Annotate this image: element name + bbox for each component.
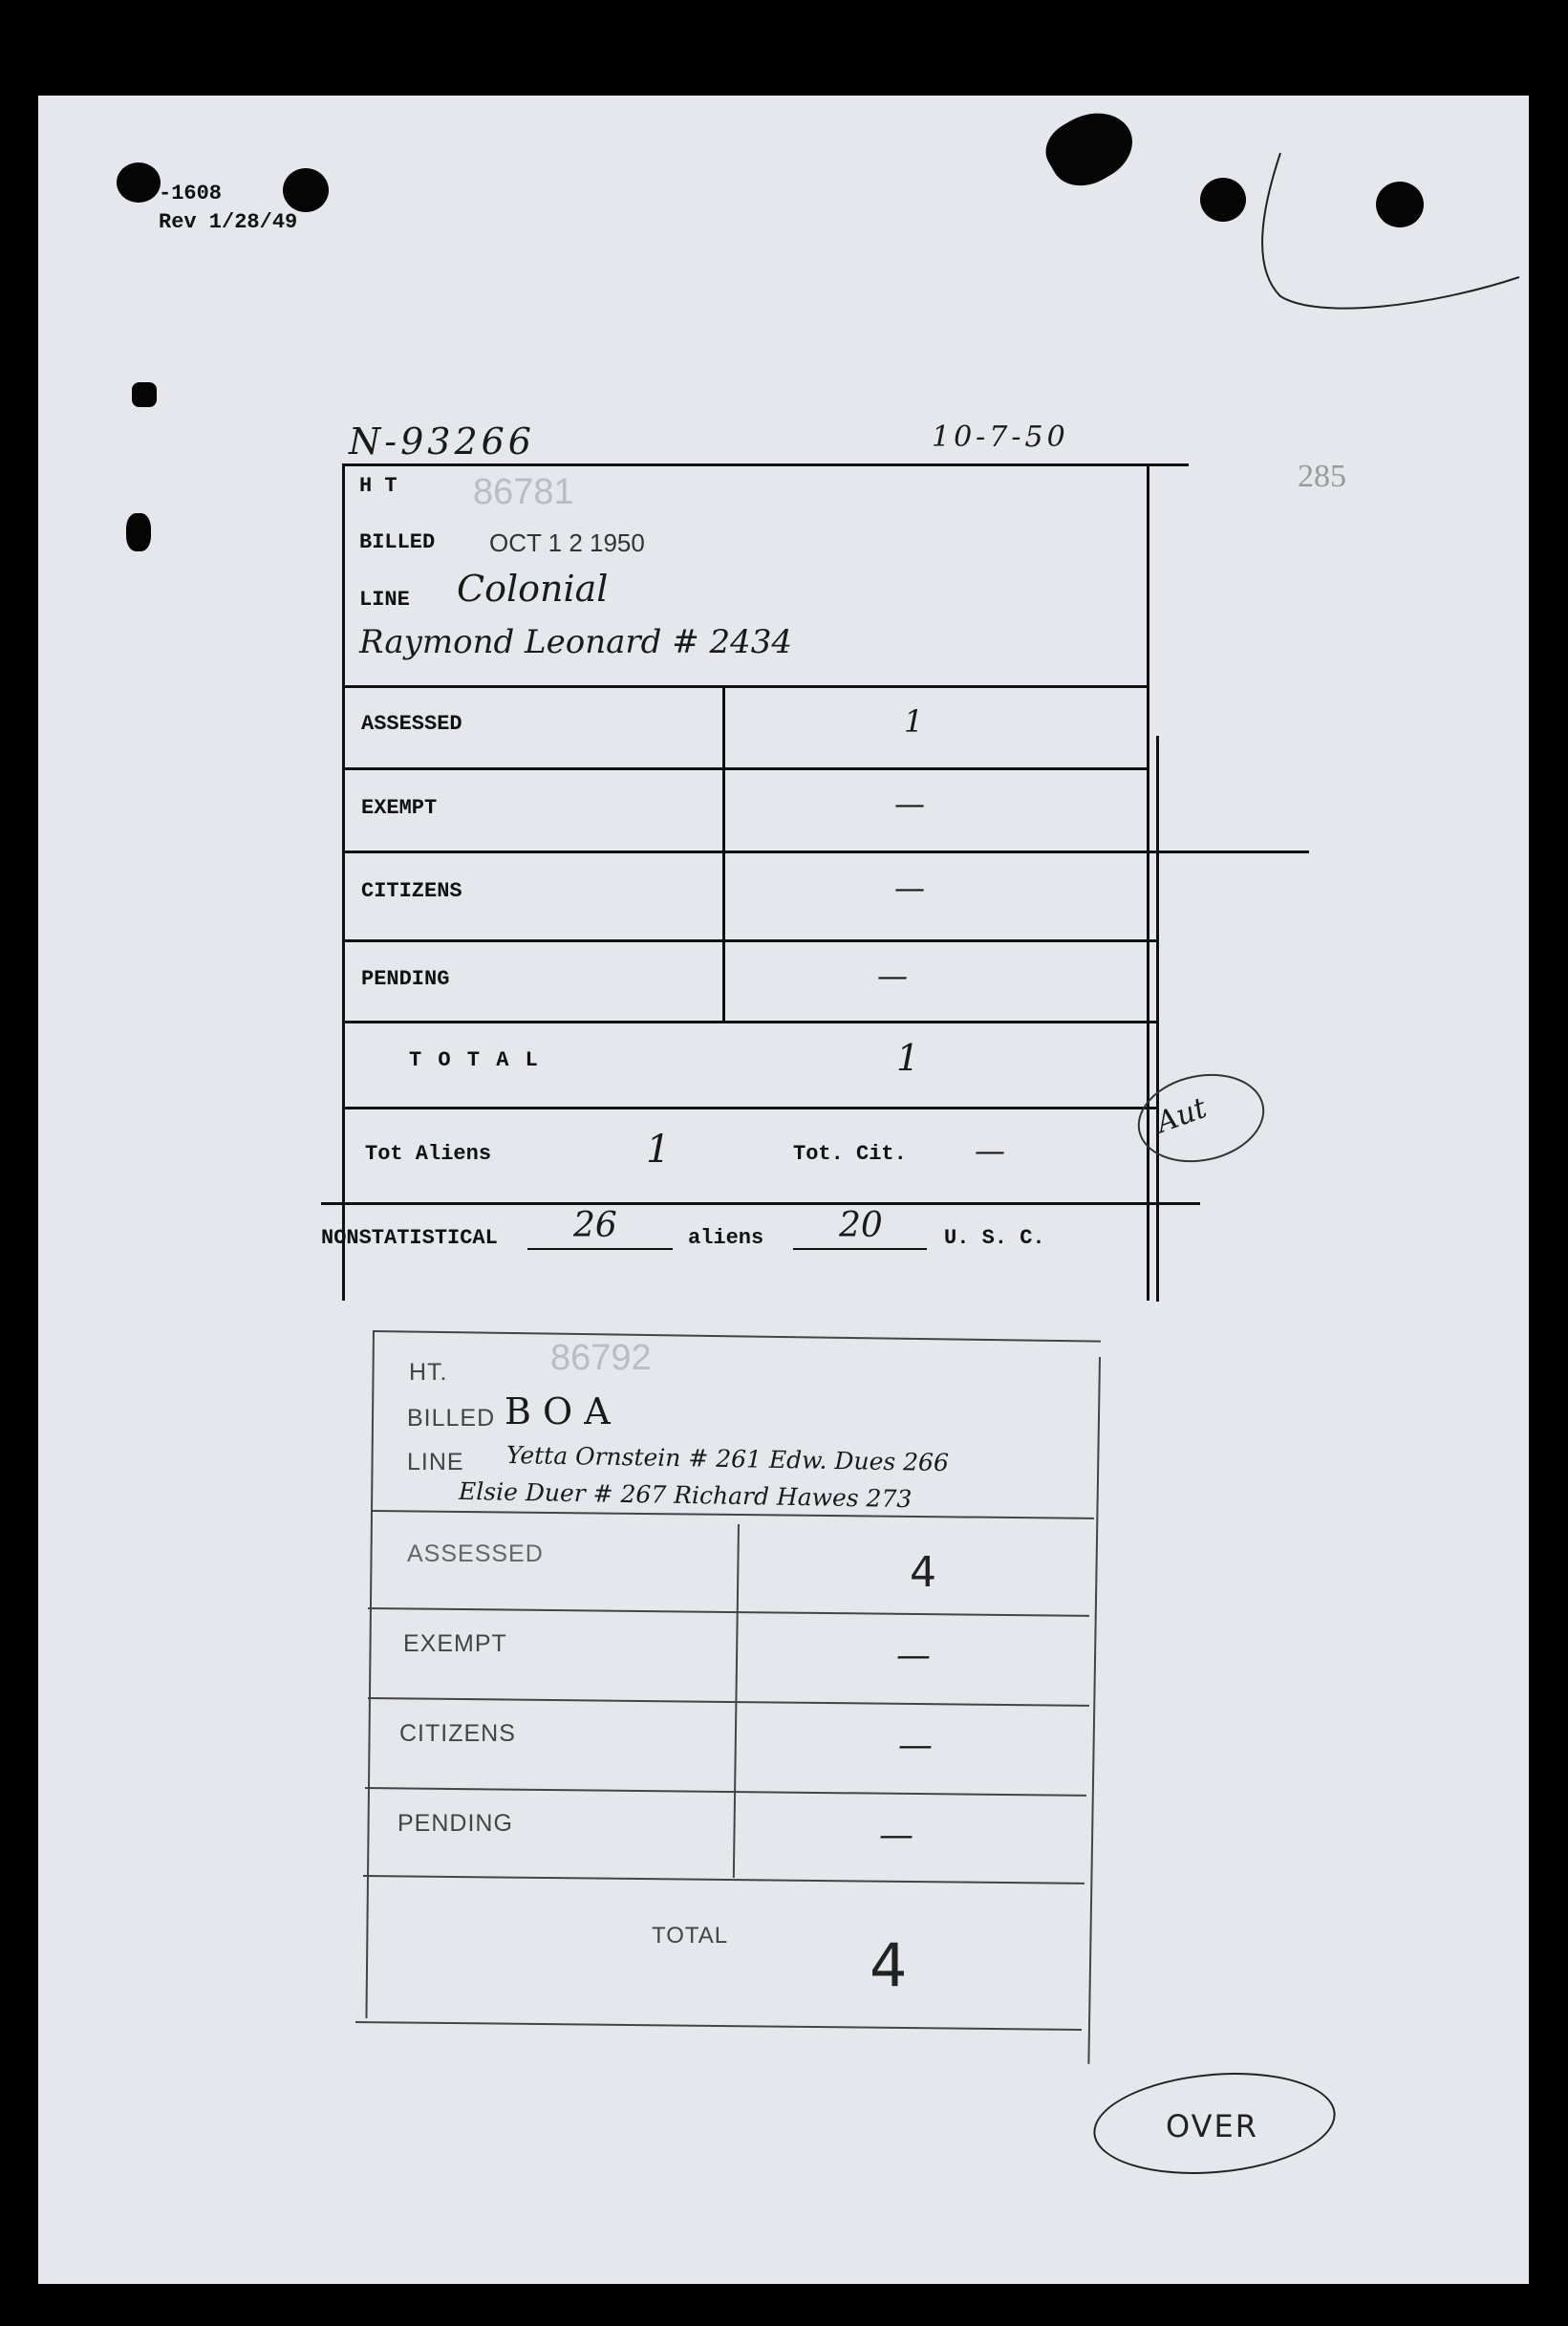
tot-cit-value: — [975,1132,1005,1169]
citizens-value: — [898,1726,933,1765]
nonstatistical-aliens-value: 26 [573,1206,617,1245]
total-label: TOTAL [652,1923,729,1949]
exempt-label: EXEMPT [361,796,438,820]
ht-number: 86792 [550,1338,652,1378]
citizens-label: CITIZENS [361,879,462,903]
exempt-label: EXEMPT [403,1630,507,1657]
document-page [38,96,1529,2284]
pending-value: — [879,1816,913,1855]
total-label: T O T A L [409,1048,540,1072]
manifest-number: N-93266 [349,420,535,463]
pending-value: — [877,958,908,994]
ht-label: HT. [409,1359,448,1386]
ht-number: 86781 [473,472,574,512]
ht-label: H T [359,474,397,498]
assessed-label: ASSESSED [407,1540,544,1567]
pending-label: PENDING [397,1810,513,1837]
billed-value: B O A [505,1390,611,1432]
nonstatistical-usc-value: 20 [839,1206,883,1245]
assessed-value: 1 [904,703,924,740]
card-2 [38,96,1529,2198]
form-number: -1608 [159,182,223,205]
tot-aliens-label: Tot Aliens [365,1142,492,1166]
exempt-value: — [896,1636,931,1675]
exempt-value: — [894,786,925,822]
line-value: Colonial [457,568,609,610]
billed-label: BILLED [407,1405,496,1432]
nonstatistical-label: NONSTATISTICAL [321,1226,498,1250]
initials: Aut [1151,1090,1212,1141]
assessed-label: ASSESSED [361,712,462,736]
pending-label: PENDING [361,967,450,991]
line-label: LINE [359,588,410,612]
line-label: LINE [407,1449,464,1475]
tot-aliens-value: 1 [646,1128,671,1172]
citizens-label: CITIZENS [399,1720,516,1747]
citizens-value: — [894,870,925,906]
assessed-value: 4 [910,1548,936,1597]
line-note-2: Elsie Duer # 267 Richard Hawes 273 [458,1476,913,1514]
usc-label: U. S. C. [944,1226,1045,1250]
total-value: 1 [896,1037,920,1079]
passenger-note: Raymond Leonard # 2434 [359,623,793,661]
total-value: 4 [870,1930,908,2000]
tot-cit-label: Tot. Cit. [793,1142,907,1166]
billed-label: BILLED [359,530,436,554]
form-revision: Rev 1/28/49 [159,210,298,234]
over-label: OVER [1166,2108,1258,2144]
aliens-label: aliens [688,1226,764,1250]
billed-stamp: OCT 1 2 1950 [489,528,645,557]
manifest-date: 10-7-50 [932,420,1069,454]
line-note-1: Yetta Ornstein # 261 Edw. Dues 266 [505,1440,950,1477]
page-number: 285 [1298,459,1346,494]
